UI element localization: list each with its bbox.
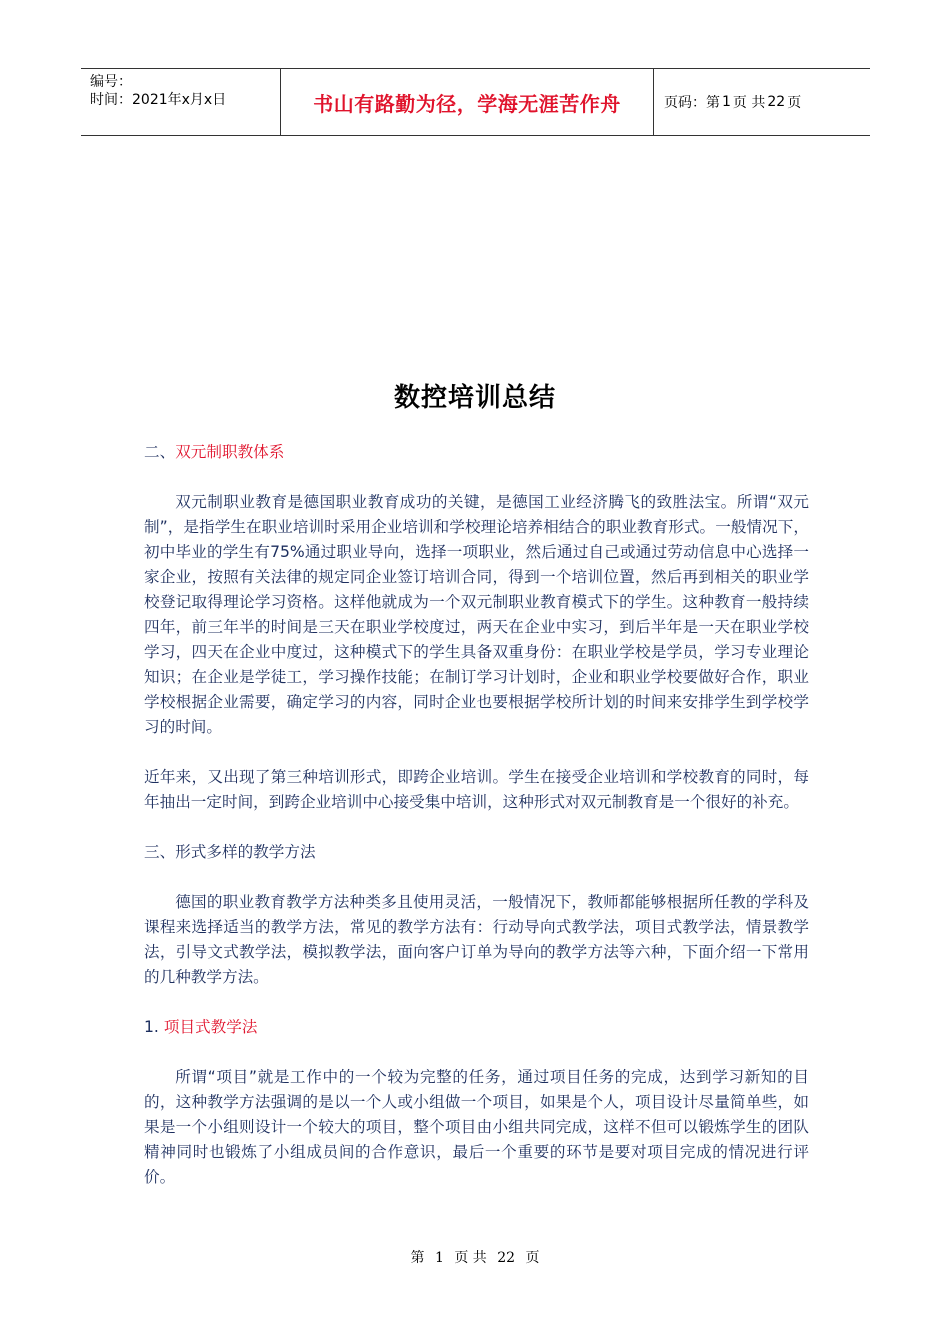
footer-middle: 页 共 (454, 1250, 487, 1266)
footer-current: 1 (434, 1250, 444, 1266)
subsection-1-title: 项目式教学法 (163, 1018, 258, 1036)
page-title: 数控培训总结 (393, 383, 556, 413)
page-header (81, 68, 870, 136)
subsection-heading-1 (144, 1015, 809, 1040)
section-2-title: 双元制职教体系 (175, 443, 285, 461)
document-body (144, 440, 809, 1190)
section-heading-3: 三、形式多样的教学方法 (144, 843, 316, 861)
header-meta (81, 69, 281, 135)
footer-prefix: 第 (410, 1250, 425, 1266)
section-heading-2 (144, 440, 809, 465)
section-2-prefix: 二、 (144, 443, 176, 461)
page-label-prefix: 页码：第 (664, 95, 720, 111)
page-suffix: 页 (787, 95, 802, 111)
page-total: 22 (767, 94, 786, 110)
page-footer (0, 1247, 950, 1267)
paragraph-dual-system: 双元制职业教育是德国职业教育成功的关键，是德国工业经济腾飞的致胜法宝。所谓“双元制”，是指学生在职业培训时采用企业培训和学校理论培养相结合的职业教育形式。一般情况下，初中毕业的学生有75%通过职业导向，选择一项职业，然后通过自己或通过劳动信息中心选择一家企业，按照有关法律的规定同企业签订培训合同，得到一个培训位置，然后再到相关的职业学校登记取得理论学习资格。这样他就成为一个双元制职业教育模式下的学生。这种教育一般持续四年，前三年半的时间是三天在职业学校度过，两天在企业中实习，到后半年是一天在职业学校学习，四天在企业中度过，这种模式下的学生具备双重身份：在职业学校是学员，学习专业理论知识；在企业是学徒工，学习操作技能；在制订学习计划时，企业和职业学校要做好合作，职业学校根据企业需要，确定学习的内容，同时企业也要根据学校所计划的时间来安排学生到学校学习的时间。 (144, 493, 809, 736)
number-label: 编号： (90, 74, 132, 90)
date-label: 时间：2021年x月x日 (90, 92, 227, 108)
subsection-1-prefix: 1. (144, 1018, 159, 1036)
paragraph-teaching-methods: 德国的职业教育教学方法种类多且使用灵活，一般情况下，教师都能够根据所任教的学科及课程来选择适当的教学方法，常见的教学方法有：行动导向式教学法，项目式教学法，情景教学法，引导文式教学法，模拟教学法，面向客户订单为导向的教学方法等六种，下面介绍一下常用的几种教学方法。 (144, 893, 809, 986)
footer-total: 22 (497, 1250, 516, 1266)
footer-suffix: 页 (525, 1250, 540, 1266)
header-page-info (654, 69, 870, 135)
paragraph-project-method: 所谓“项目”就是工作中的一个较为完整的任务，通过项目任务的完成，达到学习新知的目的，这种教学方法强调的是以一个人或小组做一个项目，如果是个人，项目设计尽量简单些，如果是一个小组则设计一个较大的项目，整个项目由小组共同完成，这样不但可以锻炼学生的团队精神同时也锻炼了小组成员间的合作意识，最后一个重要的环节是要对项目完成的情况进行评价。 (144, 1068, 809, 1186)
header-motto: 书山有路勤为径，学海无涯苦作舟 (281, 69, 654, 135)
page-current: 1 (722, 94, 731, 110)
page-middle: 页 共 (732, 95, 766, 111)
paragraph-cross-enterprise: 近年来，又出现了第三种培训形式，即跨企业培训。学生在接受企业培训和学校教育的同时，每年抽出一定时间，到跨企业培训中心接受集中培训，这种形式对双元制教育是一个很好的补充。 (144, 768, 809, 811)
